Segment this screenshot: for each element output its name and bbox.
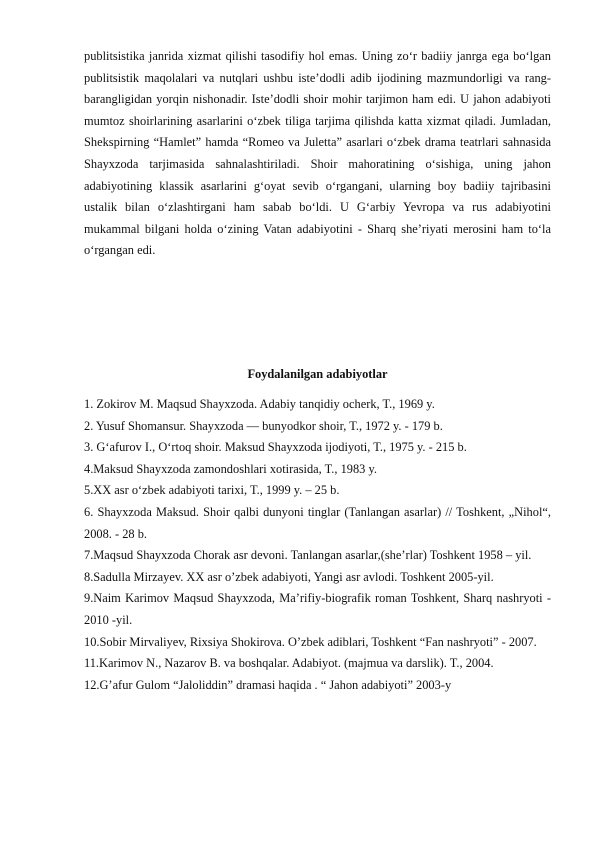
reference-item: 5.XX asr o‘zbek adabiyoti tarixi, T., 1999 y. – 25 b. [84,483,340,498]
reference-item: 11.Karimov N., Nazarov B. va boshqalar. Adabiyot. (majmua va darslik). T., 2004. [84,656,494,671]
reference-item: 1. Zokirov M. Maqsud Shayxzoda. Adabiy tanqidiy ocherk, T., 1969 y. [84,397,435,411]
references-heading: Foydalanilgan adabiyotlar [247,367,388,381]
reference-item: 10.Sobir Mirvaliyev, Rixsiya Shokirova. O’zbek adiblari, Toshkent “Fan nashryoti” - 2007. [84,634,537,649]
reference-item: 2. Yusuf Shomansur. Shayxzoda — bunyodkor shoir, T., 1972 y. - 179 b. [84,418,443,433]
reference-item: 6. Shayxzoda Maksud. Shoir qalbi dunyoni tinglar (Tanlangan asarlar) // Toshkent, „Nihol“, 2008. - 28 b. [84,504,551,541]
reference-item: 9.Naim Karimov Maqsud Shayxzoda, Ma’rifiy-biografik roman Toshkent, Sharq nashryoti - 2010 -yil. [84,591,551,627]
reference-item: 7.Maqsud Shayxzoda Chorak asr devoni. Tanlangan asarlar,(she’rlar) Toshkent 1958 – yil. [84,548,532,563]
references-list [84,394,551,696]
reference-item: 12.G’afur Gulom “Jaloliddin” dramasi haqida . “ Jahon adabiyoti” 2003-y [84,677,452,692]
reference-item: 3. G‘afurov I., O‘rtoq shoir. Maksud Shayxzoda ijodiyoti, T., 1975 y. - 215 b. [84,440,467,455]
reference-item: 8.Sadulla Mirzayev. XX asr o’zbek adabiyoti, Yangi asr avlodi. Toshkent 2005-yil. [84,569,494,584]
body-paragraph: publitsistika janrida xizmat qilishi tasodifiy hol emas. Uning zo‘r badiiy janrga ega bo‘lgan publitsistik maqolalari va nutqlari ushbu iste’dodli adib ijodining mazmundorligi va rang-barangligidan yorqin nishonadir. Iste’dodli shoir mohir tarjimon ham edi. U jahon adabiyoti mumtoz shoirlarining asarlarini o‘zbek tiliga tarjima qilishda katta xizmat qiladi. Jumladan, Shekspirning “Hamlet” hamda “Romeo va Juletta” asarlari o‘zbek drama teatrlari sahnasida Shayxzoda tarjimasida sahnalashtiriladi. Shoir mahoratining o‘sishiga, uning jahon adabiyotining klassik asarlarini g‘oyat sevib o‘rgangani, ularning boy badiiy tajribasini ustalik bilan o‘zlashtirgani ham sabab bo‘ldi. U G‘arbiy Yevropa va rus adabiyotini mukammal bilgani holda o‘zining Vatan adabiyotini - Sharq she’riyati merosini ham to‘la o‘rgangan edi. [84,49,551,258]
reference-item: 4.Maksud Shayxzoda zamondoshlari xotirasida, T., 1983 y. [84,461,377,476]
